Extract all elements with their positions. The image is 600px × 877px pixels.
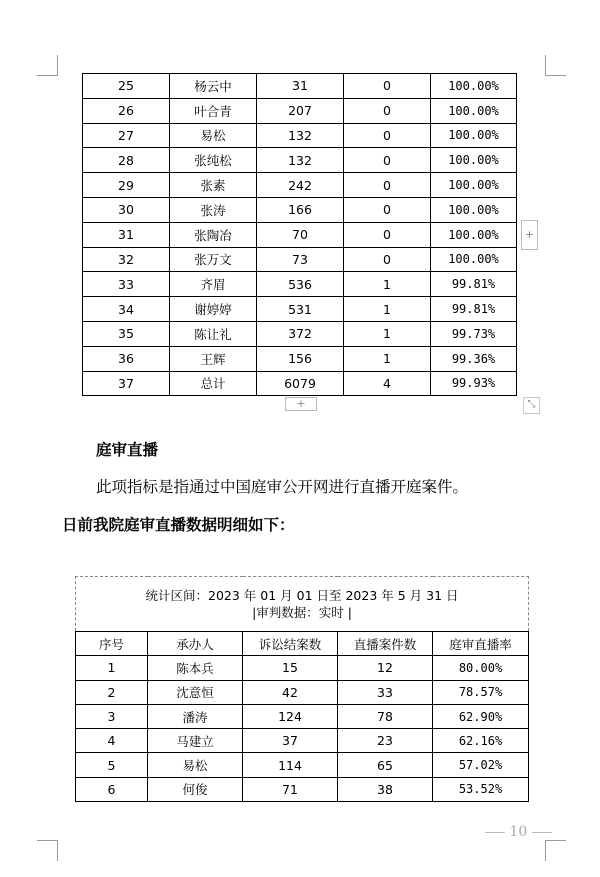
cell-count: 0 (344, 197, 431, 222)
lead-text: 日前我院庭审直播数据明细如下： (62, 516, 295, 534)
section-paragraph: 此项指标是指通过中国庭审公开网进行直播开庭案件。 (96, 478, 469, 496)
cell-no: 26 (83, 98, 170, 123)
cell-name: 总计 (170, 371, 257, 396)
cell-live: 38 (338, 777, 433, 801)
cell-cases: 156 (257, 346, 344, 371)
cell-name: 易松 (170, 123, 257, 148)
corner-mark-top-right (545, 55, 566, 76)
cell-live: 65 (338, 753, 433, 777)
add-column-icon[interactable]: + (521, 220, 538, 250)
corner-mark-bottom-left (37, 840, 58, 861)
cell-name: 易松 (148, 753, 243, 777)
table-row (83, 197, 517, 222)
cell-rate: 100.00% (431, 148, 517, 173)
cell-rate: 99.81% (431, 297, 517, 322)
table-row (83, 272, 517, 297)
cell-no: 25 (83, 74, 170, 99)
cell-rate: 80.00% (433, 656, 529, 680)
cell-no: 6 (76, 777, 148, 801)
cell-rate: 53.52% (433, 777, 529, 801)
cell-cases: 31 (257, 74, 344, 99)
page-number-rule-right (532, 832, 552, 833)
cell-rate: 62.90% (433, 704, 529, 728)
table-row (83, 321, 517, 346)
cell-name: 何俊 (148, 777, 243, 801)
table-row (76, 680, 529, 704)
cell-name: 杨云中 (170, 74, 257, 99)
cell-rate: 100.00% (431, 98, 517, 123)
cell-name: 张万文 (170, 247, 257, 272)
table-row (83, 297, 517, 322)
table-row (76, 729, 529, 753)
section-heading: 庭审直播 (96, 441, 159, 459)
cell-rate: 100.00% (431, 173, 517, 198)
cell-no: 34 (83, 297, 170, 322)
cell-no: 3 (76, 704, 148, 728)
cell-no: 4 (76, 729, 148, 753)
cell-name: 沈意恒 (148, 680, 243, 704)
cell-no: 27 (83, 123, 170, 148)
corner-mark-bottom-right (545, 840, 566, 861)
table-row (83, 74, 517, 99)
stat-header (76, 577, 529, 632)
cell-no: 30 (83, 197, 170, 222)
col-header-rate: 庭审直播率 (433, 632, 529, 656)
stat-range: 统计区间：2023 年 01 月 01 日至 2023 年 5 月 31 日 (145, 588, 459, 603)
live-broadcast-table (75, 576, 529, 802)
cell-no: 32 (83, 247, 170, 272)
cell-name: 陈让礼 (170, 321, 257, 346)
cell-closed: 37 (243, 729, 338, 753)
cell-count: 1 (344, 272, 431, 297)
corner-mark-top-left (37, 55, 58, 76)
table-resize-icon[interactable]: ⤡ (523, 397, 540, 414)
table-row (76, 704, 529, 728)
table-row (83, 346, 517, 371)
col-header-no: 序号 (76, 632, 148, 656)
cell-closed: 71 (243, 777, 338, 801)
cell-no: 1 (76, 656, 148, 680)
cell-no: 35 (83, 321, 170, 346)
cell-no: 33 (83, 272, 170, 297)
cell-cases: 242 (257, 173, 344, 198)
cell-no: 36 (83, 346, 170, 371)
cell-closed: 124 (243, 704, 338, 728)
cell-name: 陈本兵 (148, 656, 243, 680)
col-header-live: 直播案件数 (338, 632, 433, 656)
cell-rate: 57.02% (433, 753, 529, 777)
cell-cases: 132 (257, 148, 344, 173)
cell-no: 5 (76, 753, 148, 777)
cell-name: 潘涛 (148, 704, 243, 728)
table-row (76, 777, 529, 801)
cell-count: 0 (344, 173, 431, 198)
col-header-name: 承办人 (148, 632, 243, 656)
table-row (76, 753, 529, 777)
cell-count: 0 (344, 74, 431, 99)
cell-count: 1 (344, 346, 431, 371)
cell-rate: 100.00% (431, 247, 517, 272)
cell-cases: 531 (257, 297, 344, 322)
cell-cases: 372 (257, 321, 344, 346)
cell-cases: 207 (257, 98, 344, 123)
cell-cases: 73 (257, 247, 344, 272)
cell-name: 马建立 (148, 729, 243, 753)
cell-name: 张陶冶 (170, 222, 257, 247)
table-row (83, 247, 517, 272)
cell-cases: 536 (257, 272, 344, 297)
cell-rate: 99.36% (431, 346, 517, 371)
cell-closed: 15 (243, 656, 338, 680)
judge-stats-table (82, 73, 517, 396)
cell-rate: 99.73% (431, 321, 517, 346)
cell-count: 0 (344, 148, 431, 173)
cell-name: 谢婷婷 (170, 297, 257, 322)
stat-type: |审判数据：实时 | (252, 605, 352, 620)
cell-closed: 114 (243, 753, 338, 777)
cell-count: 0 (344, 98, 431, 123)
cell-name: 叶合青 (170, 98, 257, 123)
cell-name: 张涛 (170, 197, 257, 222)
cell-no: 31 (83, 222, 170, 247)
cell-rate: 100.00% (431, 74, 517, 99)
cell-rate: 100.00% (431, 222, 517, 247)
cell-no: 37 (83, 371, 170, 396)
page-number (485, 824, 552, 840)
cell-rate: 100.00% (431, 197, 517, 222)
add-row-icon[interactable]: + (285, 397, 317, 411)
cell-cases: 166 (257, 197, 344, 222)
page-number-rule-left (485, 832, 505, 833)
page-number-value: 10 (509, 824, 528, 840)
cell-live: 78 (338, 704, 433, 728)
cell-count: 0 (344, 123, 431, 148)
cell-count: 1 (344, 321, 431, 346)
cell-cases: 132 (257, 123, 344, 148)
cell-rate: 62.16% (433, 729, 529, 753)
cell-count: 1 (344, 297, 431, 322)
cell-live: 23 (338, 729, 433, 753)
cell-name: 张素 (170, 173, 257, 198)
table-row (83, 148, 517, 173)
cell-rate: 78.57% (433, 680, 529, 704)
cell-count: 4 (344, 371, 431, 396)
table-row (76, 656, 529, 680)
cell-rate: 99.81% (431, 272, 517, 297)
cell-name: 张纯松 (170, 148, 257, 173)
table-row (83, 98, 517, 123)
col-header-closed: 诉讼结案数 (243, 632, 338, 656)
cell-no: 28 (83, 148, 170, 173)
cell-cases: 6079 (257, 371, 344, 396)
cell-closed: 42 (243, 680, 338, 704)
cell-no: 29 (83, 173, 170, 198)
cell-name: 王辉 (170, 346, 257, 371)
cell-live: 12 (338, 656, 433, 680)
table-row (83, 123, 517, 148)
cell-no: 2 (76, 680, 148, 704)
cell-count: 0 (344, 222, 431, 247)
cell-live: 33 (338, 680, 433, 704)
cell-rate: 100.00% (431, 123, 517, 148)
cell-rate: 99.93% (431, 371, 517, 396)
cell-count: 0 (344, 247, 431, 272)
table-row (83, 371, 517, 396)
cell-name: 齐眉 (170, 272, 257, 297)
table-row (83, 222, 517, 247)
cell-cases: 70 (257, 222, 344, 247)
table-row (83, 173, 517, 198)
